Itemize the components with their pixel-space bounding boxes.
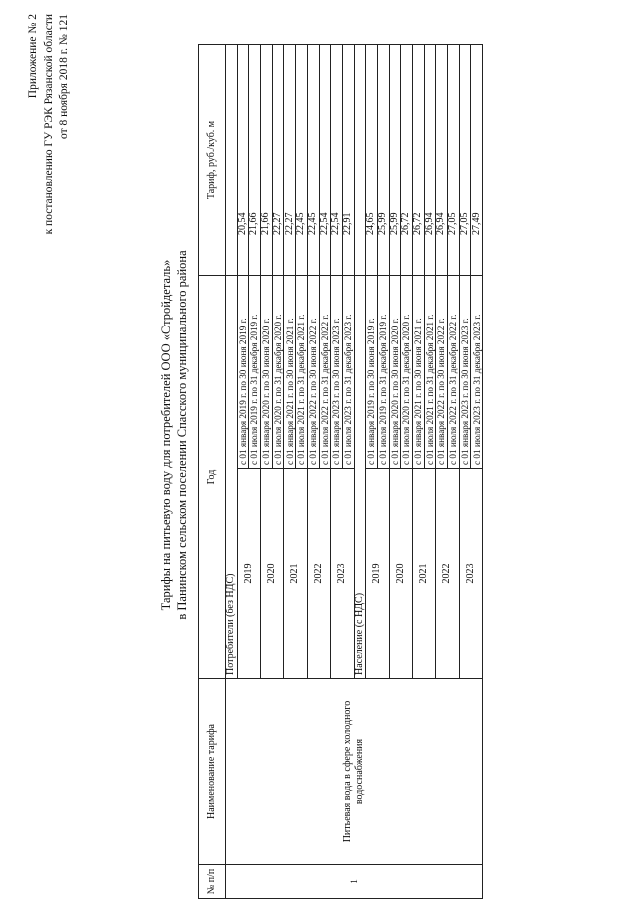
- tariff-value: 26,94: [436, 45, 448, 276]
- section-row: [226, 45, 238, 899]
- period-cell: с 01 января 2023 г. по 30 июня 2023 г.: [331, 276, 343, 469]
- tariff-value: 22,54: [331, 45, 343, 276]
- tariff-value: 27,05: [459, 45, 471, 276]
- period-cell: с 01 января 2021 г. по 30 июня 2021 г.: [413, 276, 425, 469]
- year-cell: 2019: [366, 469, 389, 679]
- tariff-value: 22,54: [319, 45, 331, 276]
- tariff-value: 27,49: [471, 45, 483, 276]
- year-cell: 2019: [237, 469, 260, 679]
- period-cell: с 01 января 2020 г. по 30 июня 2020 г.: [261, 276, 273, 469]
- tariff-value: 26,72: [413, 45, 425, 276]
- period-cell: с 01 июля 2020 г. по 31 декабря 2020 г.: [272, 276, 284, 469]
- section-tariff-empty: [226, 45, 238, 276]
- header-tariff: Тариф, руб./куб. м: [199, 45, 226, 276]
- tariff-value: 26,72: [401, 45, 413, 276]
- tariff-value: 25,99: [377, 45, 389, 276]
- year-cell: 2023: [459, 469, 482, 679]
- row-number: 1: [226, 865, 483, 899]
- period-cell: с 01 июля 2022 г. по 31 декабря 2022 г.: [319, 276, 331, 469]
- period-cell: с 01 июля 2021 г. по 31 декабря 2021 г.: [424, 276, 436, 469]
- tariff-value: 22,45: [307, 45, 319, 276]
- period-cell: с 01 июля 2023 г. по 31 декабря 2023 г.: [471, 276, 483, 469]
- period-cell: с 01 января 2021 г. по 30 июня 2021 г.: [284, 276, 296, 469]
- year-cell: 2021: [284, 469, 307, 679]
- tariff-value: 22,27: [284, 45, 296, 276]
- year-cell: 2022: [436, 469, 459, 679]
- tariff-value: 24,65: [366, 45, 378, 276]
- tariff-value: 25,99: [389, 45, 401, 276]
- period-cell: с 01 января 2019 г. по 30 июня 2019 г.: [237, 276, 249, 469]
- year-cell: 2020: [389, 469, 412, 679]
- title-line-2: в Панинском сельском поселении Спасского муниципального района: [175, 250, 189, 620]
- year-cell: 2022: [307, 469, 330, 679]
- period-cell: с 01 июля 2021 г. по 31 декабря 2021 г.: [296, 276, 308, 469]
- table-body: [226, 45, 483, 899]
- year-cell: 2021: [413, 469, 436, 679]
- tariff-name: Питьевая вода в сфере холодного водоснабжения: [226, 679, 483, 865]
- appendix-number: Приложение № 2: [27, 14, 39, 99]
- tariff-value: 22,45: [296, 45, 308, 276]
- table-header-row: [199, 45, 226, 899]
- year-cell: 2023: [331, 469, 354, 679]
- period-cell: с 01 января 2020 г. по 30 июня 2020 г.: [389, 276, 401, 469]
- tariff-value: 27,05: [448, 45, 460, 276]
- header-year: Год: [199, 276, 226, 679]
- tariff-value: 20,54: [237, 45, 249, 276]
- appendix-resolution: к постановлению ГУ РЭК Рязанской области: [42, 14, 55, 235]
- tariff-value: 22,27: [272, 45, 284, 276]
- period-cell: с 01 июля 2022 г. по 31 декабря 2022 г.: [448, 276, 460, 469]
- tariff-value: 22,91: [342, 45, 354, 276]
- title-line-1: Тарифы на питьевую воду для потребителей ООО «Стройдеталь»: [159, 259, 173, 611]
- period-cell: с 01 июля 2020 г. по 31 декабря 2020 г.: [401, 276, 413, 469]
- period-cell: с 01 января 2022 г. по 30 июня 2022 г.: [436, 276, 448, 469]
- period-cell: с 01 июля 2023 г. по 31 декабря 2023 г.: [342, 276, 354, 469]
- section-label: Население (с НДС): [354, 276, 366, 679]
- tariff-table: [198, 44, 483, 899]
- period-cell: с 01 июля 2019 г. по 31 декабря 2019 г.: [377, 276, 389, 469]
- period-cell: с 01 января 2023 г. по 30 июня 2023 г.: [459, 276, 471, 469]
- period-cell: с 01 января 2019 г. по 30 июня 2019 г.: [366, 276, 378, 469]
- tariff-value: 21,66: [261, 45, 273, 276]
- document-title: [158, 145, 190, 725]
- tariff-value: 26,94: [424, 45, 436, 276]
- appendix-block: [26, 14, 73, 234]
- section-label: Потребители (без НДС): [226, 276, 238, 679]
- header-name: Наименование тарифа: [199, 679, 226, 865]
- year-cell: 2020: [261, 469, 284, 679]
- header-num: № п/п: [199, 865, 226, 899]
- period-cell: с 01 января 2022 г. по 30 июня 2022 г.: [307, 276, 319, 469]
- section-tariff-empty: [354, 45, 366, 276]
- tariff-value: 21,66: [249, 45, 261, 276]
- appendix-date: от 8 ноября 2018 г. № 121: [58, 14, 70, 140]
- period-cell: с 01 июля 2019 г. по 31 декабря 2019 г.: [249, 276, 261, 469]
